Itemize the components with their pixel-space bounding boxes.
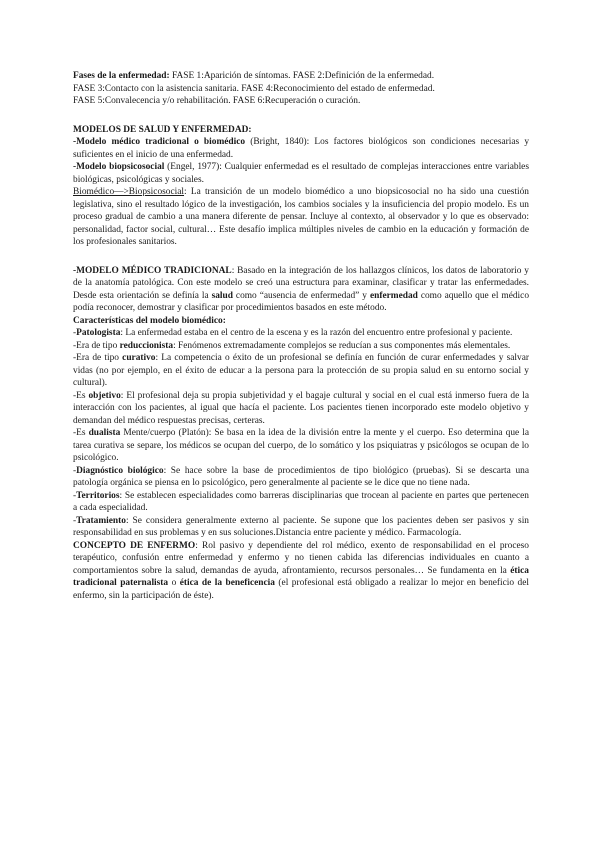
characteristic-item: -Diagnóstico biológico: Se hace sobre la base de procedimientos de tipo biológico (pruebas). Si se descarta una patología orgánica se piensa en lo psicológico, pero generalmente al paciente se le dice que no tiene nada.	[73, 465, 529, 488]
characteristic-item: -Era de tipo curativo: La competencia o éxito de un profesional se definía en función de curar enfermedades y salvar vidas (no por ejemplo, en el éxito de educar a la persona para la protección de su propia salud en su entorno social y cultural).	[73, 353, 529, 388]
traditional-model-term: -MODELO MÉDICO TRADICIONAL	[73, 265, 232, 276]
models-heading: MODELOS DE SALUD Y ENFERMEDAD:	[73, 124, 252, 135]
phases-heading: Fases de la enfermedad:	[73, 71, 170, 81]
salud-term: salud	[211, 290, 233, 301]
characteristic-term: Territorios	[76, 490, 120, 501]
phases-line-1: FASE 1:Aparición de síntomas. FASE 2:Definición de la enfermedad.	[169, 71, 435, 81]
characteristic-term: Diagnóstico biológico	[76, 465, 164, 476]
patient-concept-term: CONCEPTO DE ENFERMO	[73, 540, 196, 551]
phases-line-3: FASE 5:Convalecencia y/o rehabilitación. FASE 6:Recuperación o curación.	[73, 96, 361, 106]
characteristic-term: dualista	[88, 428, 121, 438]
beneficence-ethics-term: ética de la beneficencia	[179, 578, 275, 588]
transition-paragraph	[73, 186, 529, 249]
biopsychosocial-model-text: (Engel, 1977): Cualquier enfermedad es el resultado de complejas interacciones entre variables biológicas, psicológicas y sociales.	[73, 162, 529, 185]
document-page	[73, 70, 529, 602]
characteristic-item: -Es dualista Mente/cuerpo (Platón): Se basa en la idea de la división entre la mente y el cuerpo. Eso determina que la tarea curativa se separe, los médicos se ocupan del cuerpo, de lo somático y los psiquiatras y psicólogos se ocupan de lo psicológico.	[73, 428, 529, 463]
biopsychosocial-model-term: -Modelo biopsicosocial	[73, 162, 165, 172]
characteristic-term: curativo	[122, 353, 156, 363]
characteristics-heading: Características del modelo biomédico:	[73, 315, 226, 326]
transition-term: Biomédico—>Biopsicosocial	[73, 187, 185, 197]
characteristic-term: reduccionista	[119, 340, 174, 351]
characteristic-term: Tratamiento	[76, 515, 126, 526]
phases-paragraph	[73, 70, 529, 108]
characteristic-item: -Es objetivo: El profesional deja su propia subjetividad y el bagaje cultural y social en el cual está inmerso fuera de la interacción con los pacientes, al igual que hacía el paciente. Los pacientes tienen incorporado este modelo objetivo y demandan del médico respuestas precisas, certeras.	[73, 390, 529, 426]
characteristic-term: objetivo	[88, 390, 121, 401]
characteristic-term: Patologista	[76, 328, 121, 338]
patient-concept-paragraph: CONCEPTO DE ENFERMO: Rol pasivo y dependiente del rol médico, exento de responsabilidad en el proceso terapéutico, confusión entre enfermedad y enfermo y no tienen cabida las diferencias individuales en cuanto a comportamientos sobre la salud, demandas de ayuda, afrontamiento, recursos personales… Se fundamenta en la ética tradicional paternalista o ética de la beneficencia (el profesional está obligado a realizar lo mejor en beneficio del enfermo, sin la participación de éste).	[73, 540, 530, 601]
transition-text: : La transición de un modelo biomédico a uno biopsicosocial no ha sido una cuestión legislativa, sino el resultado lógico de la investigación, los cambios sociales y la insuficiencia del propio modelo. Es un proceso gradual de cambio a una manera diferente de pensar. Incluye al contexto, al observador y lo que es observado: personalidad, factor social, cultural… Este desafío implica múltiples niveles de cambio en la educación y formación de los profesionales sanitarios.	[73, 187, 529, 247]
paternalist-ethics-term: ética tradicional paternalista	[73, 565, 529, 588]
biomedical-model-paragraph	[73, 136, 529, 161]
characteristic-item: -Territorios: Se establecen especialidades como barreras disciplinarias que trocean al paciente en partes que pertenecen a cada especialidad.	[73, 490, 529, 513]
characteristic-item: -Patologista: La enfermedad estaba en el centro de la escena y es la razón del encuentro entre profesional y paciente.	[73, 328, 513, 338]
traditional-model-paragraph: -MODELO MÉDICO TRADICIONAL: Basado en la integración de los hallazgos clínicos, los datos de laboratorio y de la anatomía patológica. Con este modelo se creó una estructura para examinar, clasificar y tratar las enfermedades. Desde esta orientación se definía la salud como “ausencia de enfermedad” y enfermedad como aquello que el médico podía reconocer, demostrar y clasificar por procedimientos basados en este método.	[73, 265, 530, 313]
biomedical-model-term: -Modelo médico tradicional o biomédico	[73, 137, 246, 147]
phases-line-2: FASE 3:Contacto con la asistencia sanitaria. FASE 4:Reconocimiento del estado de enfermedad.	[73, 83, 435, 94]
characteristic-item: -Tratamiento: Se considera generalmente externo al paciente. Se supone que los pacientes deben ser pasivos y sin responsabilidad en sus problemas y en sus soluciones.Distancia entre paciente y médico. Farmacología.	[73, 515, 529, 538]
enfermedad-term: enfermedad	[369, 290, 418, 301]
characteristic-item: -Era de tipo reduccionista: Fenómenos extremadamente complejos se reducían a sus componentes más elementales.	[73, 340, 511, 351]
biomedical-model-text: (Bright, 1840): Los factores biológicos son condiciones necesarias y suficientes en el inicio de una enfermedad.	[73, 137, 530, 160]
biopsychosocial-model-paragraph	[73, 161, 529, 186]
